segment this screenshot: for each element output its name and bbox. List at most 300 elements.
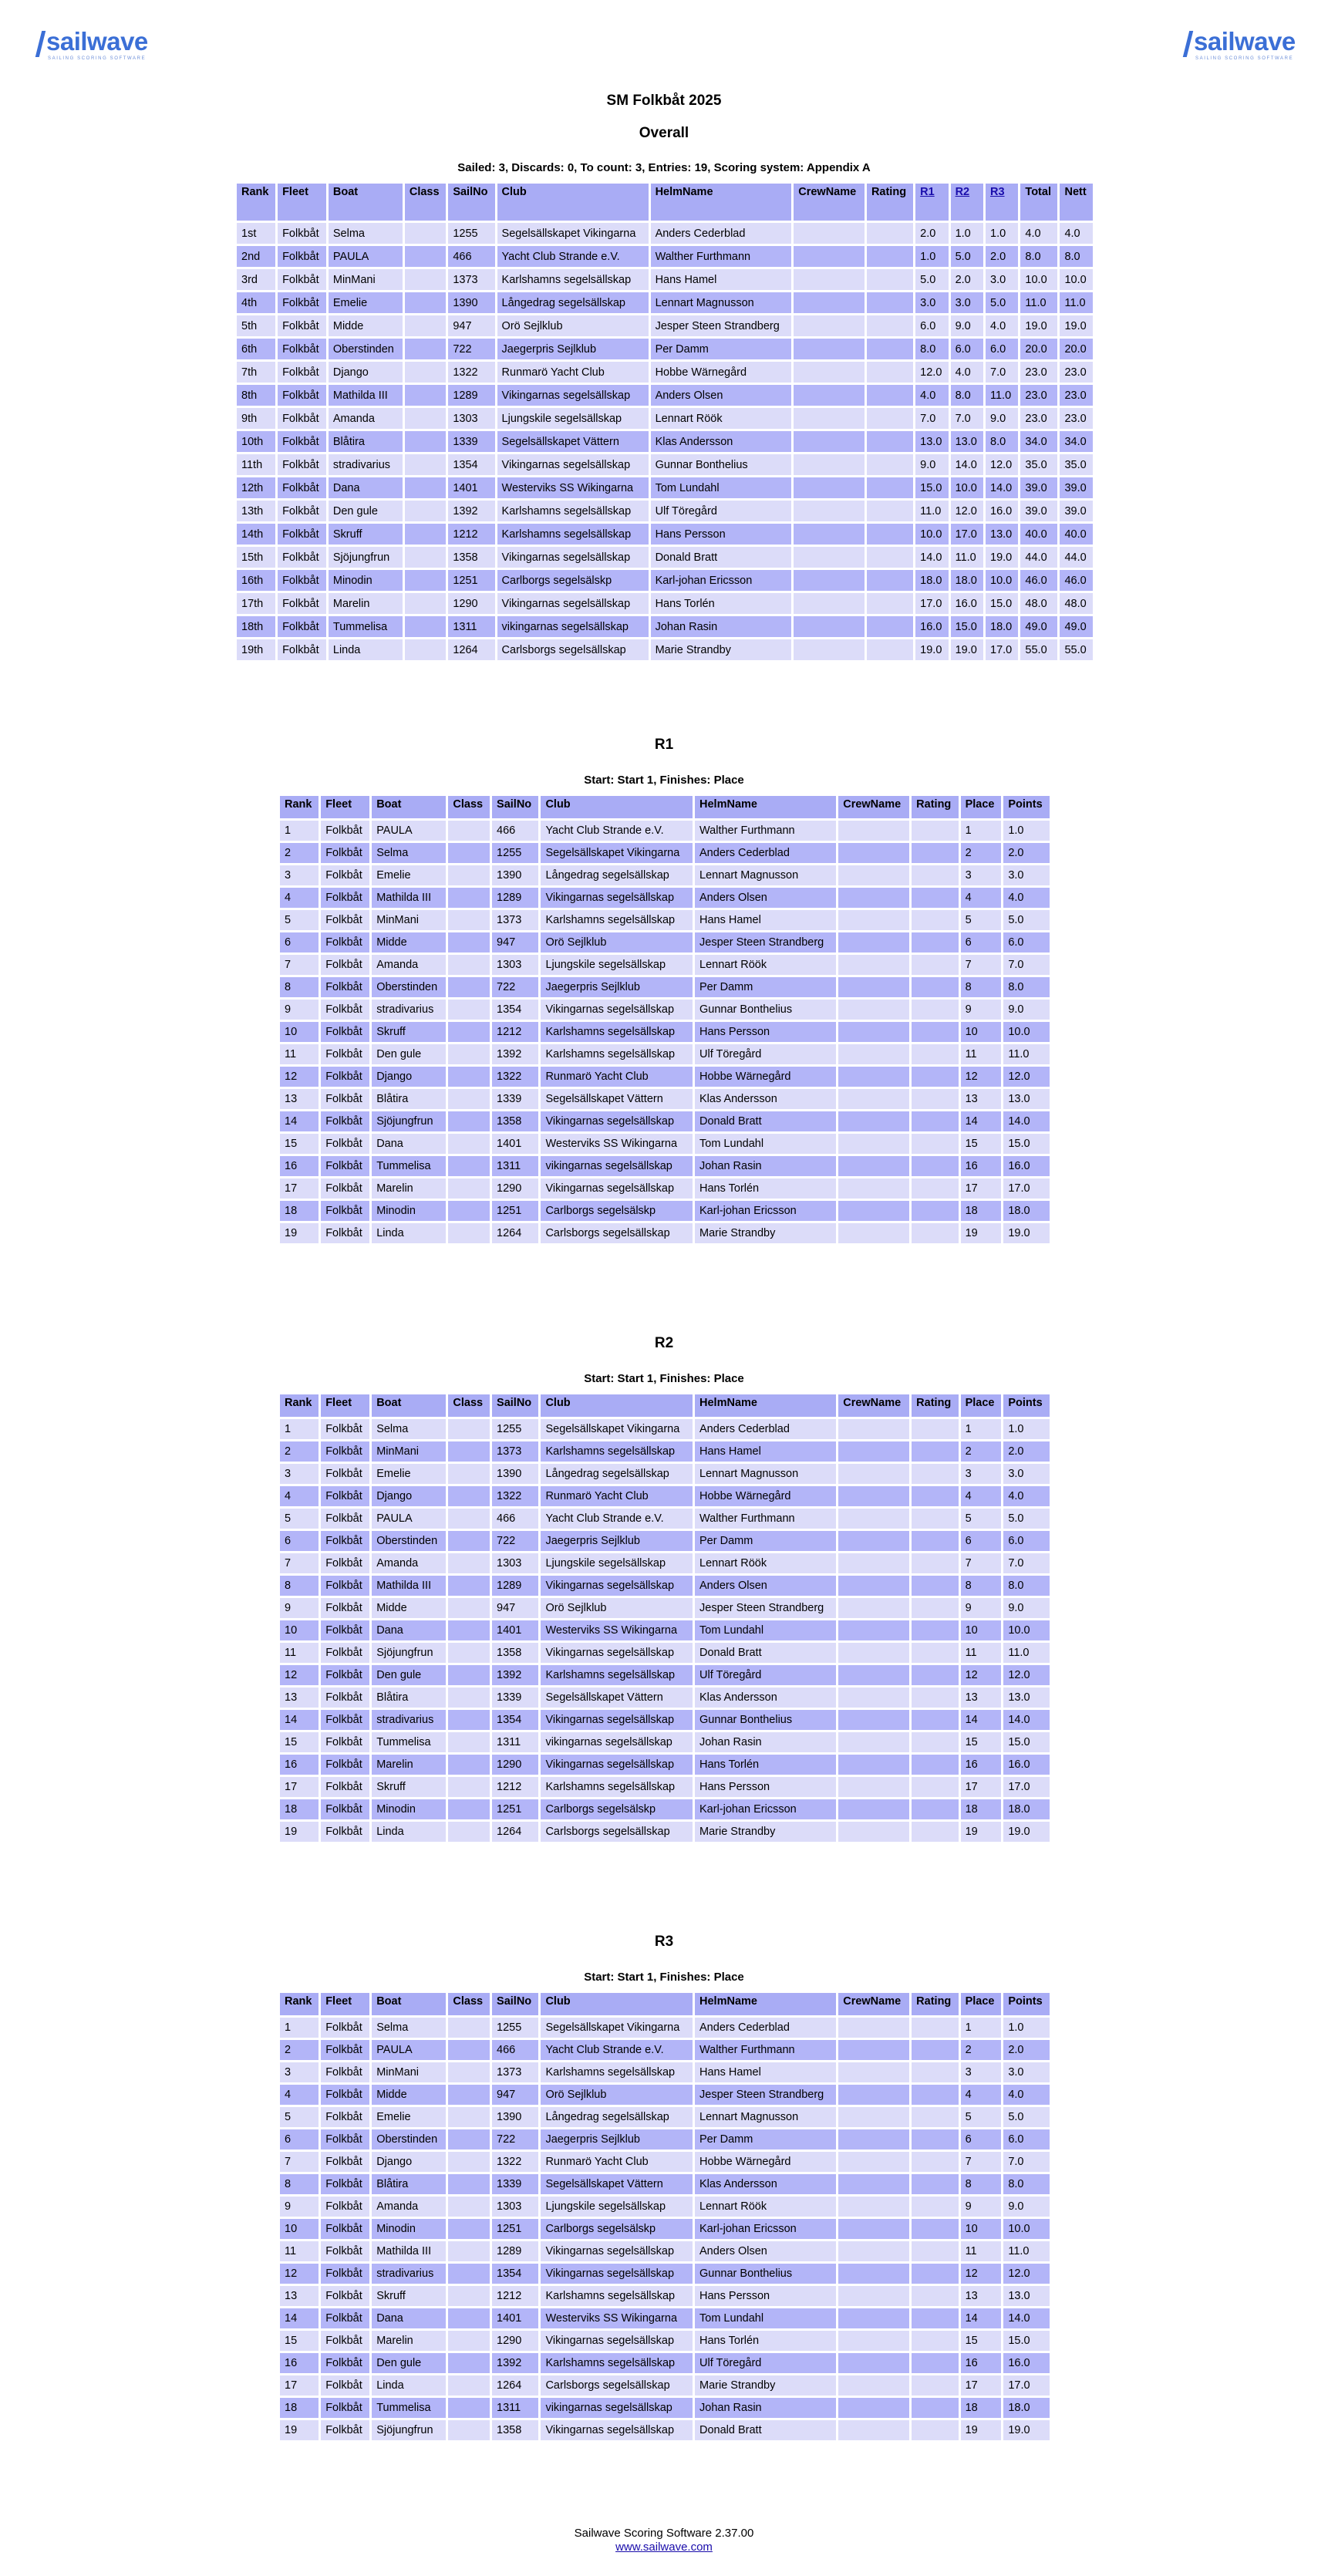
cell-crewname bbox=[794, 570, 865, 591]
cell-fleet: Folkbåt bbox=[278, 362, 326, 383]
cell-club: vikingarnas segelsällskap bbox=[541, 2398, 693, 2418]
cell-place: 15 bbox=[961, 2331, 1002, 2351]
cell-fleet: Folkbåt bbox=[321, 1464, 369, 1484]
cell-boat: Minodin bbox=[372, 1201, 446, 1221]
cell-club: Långedrag segelsällskap bbox=[497, 292, 649, 313]
cell-helmname: Per Damm bbox=[695, 977, 836, 997]
cell-fleet: Folkbåt bbox=[321, 2040, 369, 2060]
table-row bbox=[280, 2375, 1050, 2396]
cell-class bbox=[448, 1067, 490, 1087]
cell-fleet: Folkbåt bbox=[321, 1598, 369, 1618]
cell-club: Yacht Club Strande e.V. bbox=[541, 1509, 693, 1529]
cell-class bbox=[405, 385, 446, 406]
column-header-rating: Rating bbox=[912, 1993, 958, 2015]
cell-r3: 11.0 bbox=[986, 385, 1018, 406]
cell-sailno: 1251 bbox=[492, 1799, 538, 1819]
cell-sailno: 1289 bbox=[492, 1576, 538, 1596]
cell-helmname: Hans Hamel bbox=[695, 1441, 836, 1462]
cell-rank: 16th bbox=[237, 570, 275, 591]
table-header-row bbox=[280, 1394, 1050, 1417]
table-row bbox=[280, 2018, 1050, 2038]
cell-helmname: Tom Lundahl bbox=[651, 477, 792, 498]
cell-points: 9.0 bbox=[1003, 2197, 1050, 2217]
cell-rating bbox=[867, 362, 913, 383]
cell-class bbox=[448, 1822, 490, 1842]
cell-boat: Mathilda III bbox=[372, 2241, 446, 2261]
cell-total: 4.0 bbox=[1020, 223, 1057, 244]
cell-r2: 4.0 bbox=[951, 362, 983, 383]
cell-points: 6.0 bbox=[1003, 932, 1050, 953]
cell-nett: 39.0 bbox=[1060, 477, 1093, 498]
cell-crewname bbox=[838, 932, 909, 953]
cell-rank: 6 bbox=[280, 1531, 319, 1551]
cell-r3: 7.0 bbox=[986, 362, 1018, 383]
cell-sailno: 1311 bbox=[492, 1732, 538, 1752]
overall-summary: Sailed: 3, Discards: 0, To count: 3, Entries: 19, Scoring system: Appendix A bbox=[457, 161, 871, 174]
cell-r2: 1.0 bbox=[951, 223, 983, 244]
cell-points: 1.0 bbox=[1003, 821, 1050, 841]
cell-place: 3 bbox=[961, 865, 1002, 885]
cell-helmname: Johan Rasin bbox=[695, 2398, 836, 2418]
cell-rank: 18 bbox=[280, 1201, 319, 1221]
cell-rank: 13th bbox=[237, 501, 275, 521]
cell-rating bbox=[912, 1799, 958, 1819]
cell-rank: 7 bbox=[280, 2152, 319, 2172]
table-row bbox=[280, 1044, 1050, 1064]
cell-fleet: Folkbåt bbox=[321, 1688, 369, 1708]
cell-rank: 10 bbox=[280, 1620, 319, 1640]
cell-r2: 18.0 bbox=[951, 570, 983, 591]
cell-r1: 15.0 bbox=[915, 477, 948, 498]
cell-sailno: 1290 bbox=[492, 1755, 538, 1775]
cell-helmname: Tom Lundahl bbox=[695, 1134, 836, 1154]
cell-rating bbox=[912, 1044, 958, 1064]
column-header-rank: Rank bbox=[280, 1394, 319, 1417]
cell-sailno: 1289 bbox=[492, 888, 538, 908]
cell-nett: 48.0 bbox=[1060, 593, 1093, 614]
cell-class bbox=[448, 1688, 490, 1708]
cell-class bbox=[448, 2241, 490, 2261]
table-row bbox=[280, 2219, 1050, 2239]
cell-points: 17.0 bbox=[1003, 1178, 1050, 1199]
logo-tagline: SAILING SCORING SOFTWARE bbox=[1195, 56, 1294, 61]
cell-place: 19 bbox=[961, 1822, 1002, 1842]
cell-r2: 16.0 bbox=[951, 593, 983, 614]
cell-rank: 9 bbox=[280, 2197, 319, 2217]
cell-boat: MinMani bbox=[372, 910, 446, 930]
cell-boat: Selma bbox=[329, 223, 403, 244]
cell-crewname bbox=[794, 524, 865, 545]
cell-fleet: Folkbåt bbox=[321, 1067, 369, 1087]
cell-place: 17 bbox=[961, 2375, 1002, 2396]
cell-rank: 17 bbox=[280, 2375, 319, 2396]
cell-rank: 4 bbox=[280, 1486, 319, 1506]
column-header-crewname: CrewName bbox=[838, 796, 909, 818]
cell-fleet: Folkbåt bbox=[278, 246, 326, 267]
cell-crewname bbox=[794, 616, 865, 637]
cell-total: 8.0 bbox=[1020, 246, 1057, 267]
cell-club: Segelsällskapet Vättern bbox=[541, 1089, 693, 1109]
cell-crewname bbox=[838, 1486, 909, 1506]
cell-r1: 16.0 bbox=[915, 616, 948, 637]
cell-points: 6.0 bbox=[1003, 1531, 1050, 1551]
column-header-crewname: CrewName bbox=[838, 1993, 909, 2015]
cell-boat: MinMani bbox=[372, 1441, 446, 1462]
cell-helmname: Walther Furthmann bbox=[695, 1509, 836, 1529]
cell-rating bbox=[867, 454, 913, 475]
column-header-rating: Rating bbox=[867, 184, 913, 221]
cell-class bbox=[448, 865, 490, 885]
race-link-r3[interactable]: R3 bbox=[990, 186, 1005, 198]
cell-points: 17.0 bbox=[1003, 2375, 1050, 2396]
cell-rank: 11 bbox=[280, 1044, 319, 1064]
cell-club: Vikingarnas segelsällskap bbox=[497, 547, 649, 568]
table-row bbox=[237, 570, 1093, 591]
cell-rank: 1st bbox=[237, 223, 275, 244]
cell-class bbox=[448, 1777, 490, 1797]
cell-boat: Marelin bbox=[372, 1178, 446, 1199]
cell-sailno: 1401 bbox=[492, 1134, 538, 1154]
cell-fleet: Folkbåt bbox=[278, 547, 326, 568]
cell-points: 7.0 bbox=[1003, 955, 1050, 975]
table-row bbox=[237, 639, 1093, 660]
cell-points: 19.0 bbox=[1003, 1223, 1050, 1243]
cell-crewname bbox=[838, 1022, 909, 1042]
table-row bbox=[280, 1441, 1050, 1462]
cell-class bbox=[448, 1223, 490, 1243]
cell-rank: 14th bbox=[237, 524, 275, 545]
race-r2-summary: Start: Start 1, Finishes: Place bbox=[584, 1372, 744, 1385]
cell-fleet: Folkbåt bbox=[321, 1710, 369, 1730]
cell-rank: 16 bbox=[280, 1156, 319, 1176]
cell-class bbox=[448, 1620, 490, 1640]
cell-rating bbox=[912, 2331, 958, 2351]
cell-class bbox=[405, 639, 446, 660]
cell-fleet: Folkbåt bbox=[321, 2018, 369, 2038]
cell-place: 10 bbox=[961, 1620, 1002, 1640]
cell-nett: 8.0 bbox=[1060, 246, 1093, 267]
cell-club: vikingarnas segelsällskap bbox=[541, 1156, 693, 1176]
cell-club: Vikingarnas segelsällskap bbox=[541, 1643, 693, 1663]
cell-class bbox=[448, 1022, 490, 1042]
cell-rank: 3 bbox=[280, 1464, 319, 1484]
cell-boat: Linda bbox=[372, 1822, 446, 1842]
cell-rank: 15th bbox=[237, 547, 275, 568]
cell-club: Segelsällskapet Vättern bbox=[541, 2174, 693, 2194]
cell-crewname bbox=[794, 315, 865, 336]
cell-sailno: 1401 bbox=[492, 2308, 538, 2328]
cell-points: 8.0 bbox=[1003, 2174, 1050, 2194]
cell-helmname: Gunnar Bonthelius bbox=[695, 1710, 836, 1730]
cell-r2: 7.0 bbox=[951, 408, 983, 429]
cell-place: 9 bbox=[961, 2197, 1002, 2217]
cell-nett: 10.0 bbox=[1060, 269, 1093, 290]
cell-rank: 13 bbox=[280, 1688, 319, 1708]
cell-boat: Midde bbox=[329, 315, 403, 336]
cell-helmname: Johan Rasin bbox=[695, 1156, 836, 1176]
cell-place: 17 bbox=[961, 1178, 1002, 1199]
cell-boat: Midde bbox=[372, 2085, 446, 2105]
cell-boat: Emelie bbox=[372, 865, 446, 885]
cell-boat: MinMani bbox=[372, 2062, 446, 2082]
cell-sailno: 1264 bbox=[492, 2375, 538, 2396]
cell-class bbox=[448, 2375, 490, 2396]
cell-rating bbox=[912, 1822, 958, 1842]
cell-rank: 1 bbox=[280, 2018, 319, 2038]
cell-class bbox=[448, 1111, 490, 1131]
cell-rating bbox=[912, 1777, 958, 1797]
cell-r3: 19.0 bbox=[986, 547, 1018, 568]
cell-fleet: Folkbåt bbox=[321, 2264, 369, 2284]
cell-club: Jaegerpris Sejlklub bbox=[541, 977, 693, 997]
table-row bbox=[280, 1509, 1050, 1529]
cell-class bbox=[448, 2420, 490, 2440]
cell-points: 7.0 bbox=[1003, 2152, 1050, 2172]
cell-sailno: 466 bbox=[492, 821, 538, 841]
cell-club: Vikingarnas segelsällskap bbox=[541, 888, 693, 908]
cell-helmname: Marie Strandby bbox=[695, 2375, 836, 2396]
column-header-rank: Rank bbox=[280, 1993, 319, 2015]
cell-class bbox=[448, 2129, 490, 2149]
column-header-total: Total bbox=[1020, 184, 1057, 221]
cell-rank: 1 bbox=[280, 1419, 319, 1439]
cell-class bbox=[448, 1134, 490, 1154]
cell-club: Carlsborgs segelsällskap bbox=[497, 639, 649, 660]
cell-club: Jaegerpris Sejlklub bbox=[541, 2129, 693, 2149]
column-header-fleet: Fleet bbox=[321, 1394, 369, 1417]
cell-crewname bbox=[838, 1464, 909, 1484]
cell-club: Vikingarnas segelsällskap bbox=[541, 1000, 693, 1020]
cell-r2: 8.0 bbox=[951, 385, 983, 406]
cell-sailno: 947 bbox=[492, 932, 538, 953]
cell-boat: Blåtira bbox=[372, 2174, 446, 2194]
table-row bbox=[280, 2197, 1050, 2217]
cell-boat: Amanda bbox=[372, 1553, 446, 1573]
cell-r3: 17.0 bbox=[986, 639, 1018, 660]
cell-fleet: Folkbåt bbox=[321, 2241, 369, 2261]
cell-points: 12.0 bbox=[1003, 2264, 1050, 2284]
cell-points: 10.0 bbox=[1003, 1022, 1050, 1042]
cell-sailno: 1339 bbox=[448, 431, 494, 452]
cell-class bbox=[448, 1419, 490, 1439]
cell-points: 14.0 bbox=[1003, 1111, 1050, 1131]
cell-place: 15 bbox=[961, 1134, 1002, 1154]
table-row bbox=[237, 524, 1093, 545]
cell-club: Segelsällskapet Vikingarna bbox=[541, 2018, 693, 2038]
table-row bbox=[280, 977, 1050, 997]
cell-fleet: Folkbåt bbox=[321, 2353, 369, 2373]
cell-rating bbox=[867, 408, 913, 429]
cell-rating bbox=[912, 910, 958, 930]
cell-helmname: Donald Bratt bbox=[695, 1111, 836, 1131]
race-r3-table bbox=[278, 1991, 1052, 2443]
cell-r3: 12.0 bbox=[986, 454, 1018, 475]
cell-sailno: 1390 bbox=[492, 865, 538, 885]
cell-club: Carlborgs segelsälskp bbox=[541, 1201, 693, 1221]
cell-points: 8.0 bbox=[1003, 1576, 1050, 1596]
cell-r2: 15.0 bbox=[951, 616, 983, 637]
cell-helmname: Lennart Magnusson bbox=[695, 865, 836, 885]
cell-fleet: Folkbåt bbox=[321, 865, 369, 885]
cell-club: Karlshamns segelsällskap bbox=[541, 1777, 693, 1797]
cell-place: 2 bbox=[961, 1441, 1002, 1462]
cell-place: 11 bbox=[961, 1044, 1002, 1064]
cell-points: 3.0 bbox=[1003, 1464, 1050, 1484]
cell-place: 1 bbox=[961, 821, 1002, 841]
sailwave-logo-left bbox=[39, 28, 147, 63]
cell-club: Långedrag segelsällskap bbox=[541, 2107, 693, 2127]
cell-nett: 35.0 bbox=[1060, 454, 1093, 475]
table-row bbox=[237, 269, 1093, 290]
cell-points: 9.0 bbox=[1003, 1598, 1050, 1618]
cell-club: Vikingarnas segelsällskap bbox=[541, 2264, 693, 2284]
cell-sailno: 1311 bbox=[492, 2398, 538, 2418]
cell-fleet: Folkbåt bbox=[321, 821, 369, 841]
cell-place: 13 bbox=[961, 1688, 1002, 1708]
race-r2-heading: R2 bbox=[654, 1335, 674, 1351]
cell-place: 7 bbox=[961, 955, 1002, 975]
table-row bbox=[237, 246, 1093, 267]
cell-rank: 8 bbox=[280, 2174, 319, 2194]
column-header-boat: Boat bbox=[329, 184, 403, 221]
cell-crewname bbox=[794, 269, 865, 290]
cell-rating bbox=[867, 223, 913, 244]
cell-rating bbox=[867, 501, 913, 521]
cell-rating bbox=[867, 339, 913, 359]
table-row bbox=[280, 910, 1050, 930]
cell-class bbox=[448, 2085, 490, 2105]
cell-rating bbox=[912, 1576, 958, 1596]
cell-rating bbox=[912, 1620, 958, 1640]
cell-boat: Linda bbox=[372, 2375, 446, 2396]
race-link-r1[interactable]: R1 bbox=[920, 186, 935, 198]
cell-rating bbox=[867, 315, 913, 336]
cell-crewname bbox=[838, 1201, 909, 1221]
cell-boat: Minodin bbox=[329, 570, 403, 591]
cell-fleet: Folkbåt bbox=[278, 269, 326, 290]
cell-boat: stradivarius bbox=[372, 1710, 446, 1730]
cell-rank: 2nd bbox=[237, 246, 275, 267]
cell-points: 19.0 bbox=[1003, 1822, 1050, 1842]
cell-club: Vikingarnas segelsällskap bbox=[541, 2331, 693, 2351]
cell-rating bbox=[912, 2018, 958, 2038]
cell-place: 17 bbox=[961, 1777, 1002, 1797]
column-header-boat: Boat bbox=[372, 1394, 446, 1417]
column-header-class: Class bbox=[448, 796, 490, 818]
cell-points: 15.0 bbox=[1003, 1134, 1050, 1154]
cell-crewname bbox=[794, 501, 865, 521]
cell-class bbox=[405, 524, 446, 545]
cell-helmname: Karl-johan Ericsson bbox=[651, 570, 792, 591]
cell-place: 5 bbox=[961, 1509, 1002, 1529]
cell-sailno: 1373 bbox=[492, 910, 538, 930]
cell-sailno: 1322 bbox=[492, 1486, 538, 1506]
cell-class bbox=[448, 910, 490, 930]
cell-points: 16.0 bbox=[1003, 1755, 1050, 1775]
cell-r1: 6.0 bbox=[915, 315, 948, 336]
column-header-fleet: Fleet bbox=[321, 1993, 369, 2015]
cell-fleet: Folkbåt bbox=[278, 454, 326, 475]
cell-fleet: Folkbåt bbox=[321, 977, 369, 997]
cell-fleet: Folkbåt bbox=[278, 501, 326, 521]
cell-rating bbox=[912, 1665, 958, 1685]
column-header-club: Club bbox=[541, 1394, 693, 1417]
cell-fleet: Folkbåt bbox=[321, 1755, 369, 1775]
column-header-rating: Rating bbox=[912, 1394, 958, 1417]
cell-club: Westerviks SS Wikingarna bbox=[541, 1134, 693, 1154]
table-row bbox=[280, 2286, 1050, 2306]
cell-rank: 18 bbox=[280, 1799, 319, 1819]
cell-nett: 49.0 bbox=[1060, 616, 1093, 637]
overall-heading: Overall bbox=[639, 125, 689, 141]
cell-nett: 19.0 bbox=[1060, 315, 1093, 336]
table-row bbox=[280, 1201, 1050, 1221]
table-row bbox=[280, 1732, 1050, 1752]
footer-link[interactable]: www.sailwave.com bbox=[615, 2541, 713, 2554]
cell-rank: 12 bbox=[280, 2264, 319, 2284]
cell-total: 48.0 bbox=[1020, 593, 1057, 614]
cell-points: 1.0 bbox=[1003, 2018, 1050, 2038]
sailwave-logo-right bbox=[1186, 28, 1294, 63]
table-row bbox=[280, 1553, 1050, 1573]
race-link-r2[interactable]: R2 bbox=[955, 186, 970, 198]
cell-helmname: Lennart Röök bbox=[695, 2197, 836, 2217]
cell-club: Karlshamns segelsällskap bbox=[541, 1044, 693, 1064]
cell-club: Karlshamns segelsällskap bbox=[497, 269, 649, 290]
cell-rating bbox=[912, 821, 958, 841]
cell-fleet: Folkbåt bbox=[278, 408, 326, 429]
cell-club: Karlshamns segelsällskap bbox=[497, 501, 649, 521]
cell-class bbox=[448, 2308, 490, 2328]
cell-sailno: 1290 bbox=[492, 1178, 538, 1199]
table-row bbox=[280, 1067, 1050, 1087]
cell-rating bbox=[912, 2398, 958, 2418]
table-row bbox=[237, 362, 1093, 383]
cell-rank: 15 bbox=[280, 1732, 319, 1752]
cell-boat: PAULA bbox=[329, 246, 403, 267]
cell-crewname bbox=[794, 547, 865, 568]
cell-r1: 1.0 bbox=[915, 246, 948, 267]
cell-rank: 17th bbox=[237, 593, 275, 614]
cell-rating bbox=[912, 1732, 958, 1752]
cell-crewname bbox=[838, 2174, 909, 2194]
cell-fleet: Folkbåt bbox=[278, 385, 326, 406]
cell-crewname bbox=[838, 1419, 909, 1439]
cell-fleet: Folkbåt bbox=[321, 1044, 369, 1064]
cell-crewname bbox=[838, 2018, 909, 2038]
cell-crewname bbox=[794, 362, 865, 383]
cell-class bbox=[405, 315, 446, 336]
cell-rating bbox=[912, 2375, 958, 2396]
cell-r1: 3.0 bbox=[915, 292, 948, 313]
cell-sailno: 722 bbox=[448, 339, 494, 359]
table-row bbox=[280, 1223, 1050, 1243]
cell-place: 1 bbox=[961, 1419, 1002, 1439]
cell-helmname: Donald Bratt bbox=[695, 1643, 836, 1663]
cell-club: Ljungskile segelsällskap bbox=[541, 1553, 693, 1573]
cell-points: 16.0 bbox=[1003, 2353, 1050, 2373]
cell-helmname: Anders Olsen bbox=[695, 888, 836, 908]
cell-boat: PAULA bbox=[372, 1509, 446, 1529]
cell-sailno: 1358 bbox=[492, 2420, 538, 2440]
logo-slash-icon bbox=[1183, 31, 1193, 57]
cell-boat: Amanda bbox=[372, 955, 446, 975]
cell-rating bbox=[912, 1134, 958, 1154]
cell-crewname bbox=[838, 2375, 909, 2396]
cell-club: Runmarö Yacht Club bbox=[541, 1067, 693, 1087]
cell-helmname: Walther Furthmann bbox=[695, 2040, 836, 2060]
cell-club: Vikingarnas segelsällskap bbox=[541, 2241, 693, 2261]
